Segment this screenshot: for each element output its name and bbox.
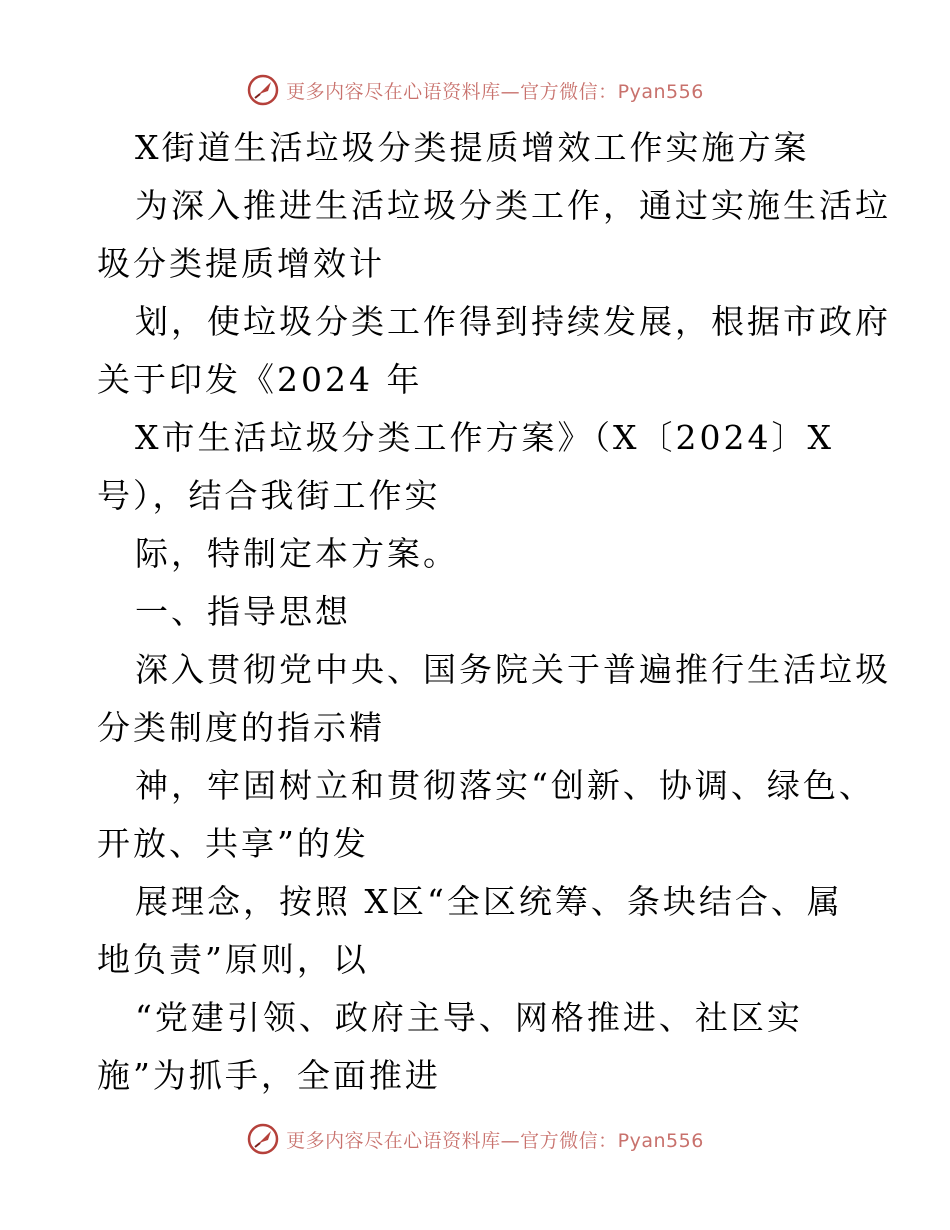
paragraph-line: X市生活垃圾分类工作方案》（X〔2024〕X xyxy=(135,418,834,457)
watermark-text: 更多内容尽在心语资料库—官方微信：Pyan556 xyxy=(286,80,704,103)
paragraph-line: 深入贯彻党中央、国务院关于普遍推行生活垃圾 xyxy=(135,650,891,689)
watermark-text: 更多内容尽在心语资料库—官方微信：Pyan556 xyxy=(286,1129,704,1152)
feather-logo-icon xyxy=(246,73,280,107)
paragraph-line: 展理念，按照 X区“全区统筹、条块结合、属 xyxy=(135,882,843,921)
paragraph-line: 划，使垃圾分类工作得到持续发展，根据市政府 xyxy=(135,302,891,341)
document-title: X街道生活垃圾分类提质增效工作实施方案 xyxy=(135,128,810,167)
paragraph-line: 为深入推进生活垃圾分类工作，通过实施生活垃 xyxy=(135,186,891,225)
paragraph-line: 号），结合我街工作实 xyxy=(97,476,441,515)
paragraph-line: 地负责”原则，以 xyxy=(97,940,369,979)
paragraph-line: “党建引领、政府主导、网格推进、社区实 xyxy=(135,998,803,1037)
watermark-header xyxy=(0,70,950,110)
paragraph-line: 际，特制定本方案。 xyxy=(135,534,459,573)
feather-logo-icon xyxy=(246,1122,280,1156)
paragraph-line: 圾分类提质增效计 xyxy=(97,244,385,283)
watermark-footer xyxy=(0,1119,950,1159)
section-heading: 一、指导思想 xyxy=(135,592,351,631)
paragraph-line: 开放、共享”的发 xyxy=(97,824,369,863)
paragraph-line: 关于印发《2024 年 xyxy=(97,360,423,399)
paragraph-line: 分类制度的指示精 xyxy=(97,708,385,747)
paragraph-line: 施”为抓手，全面推进 xyxy=(97,1056,441,1095)
paragraph-line: 神，牢固树立和贯彻落实“创新、协调、绿色、 xyxy=(135,766,875,805)
